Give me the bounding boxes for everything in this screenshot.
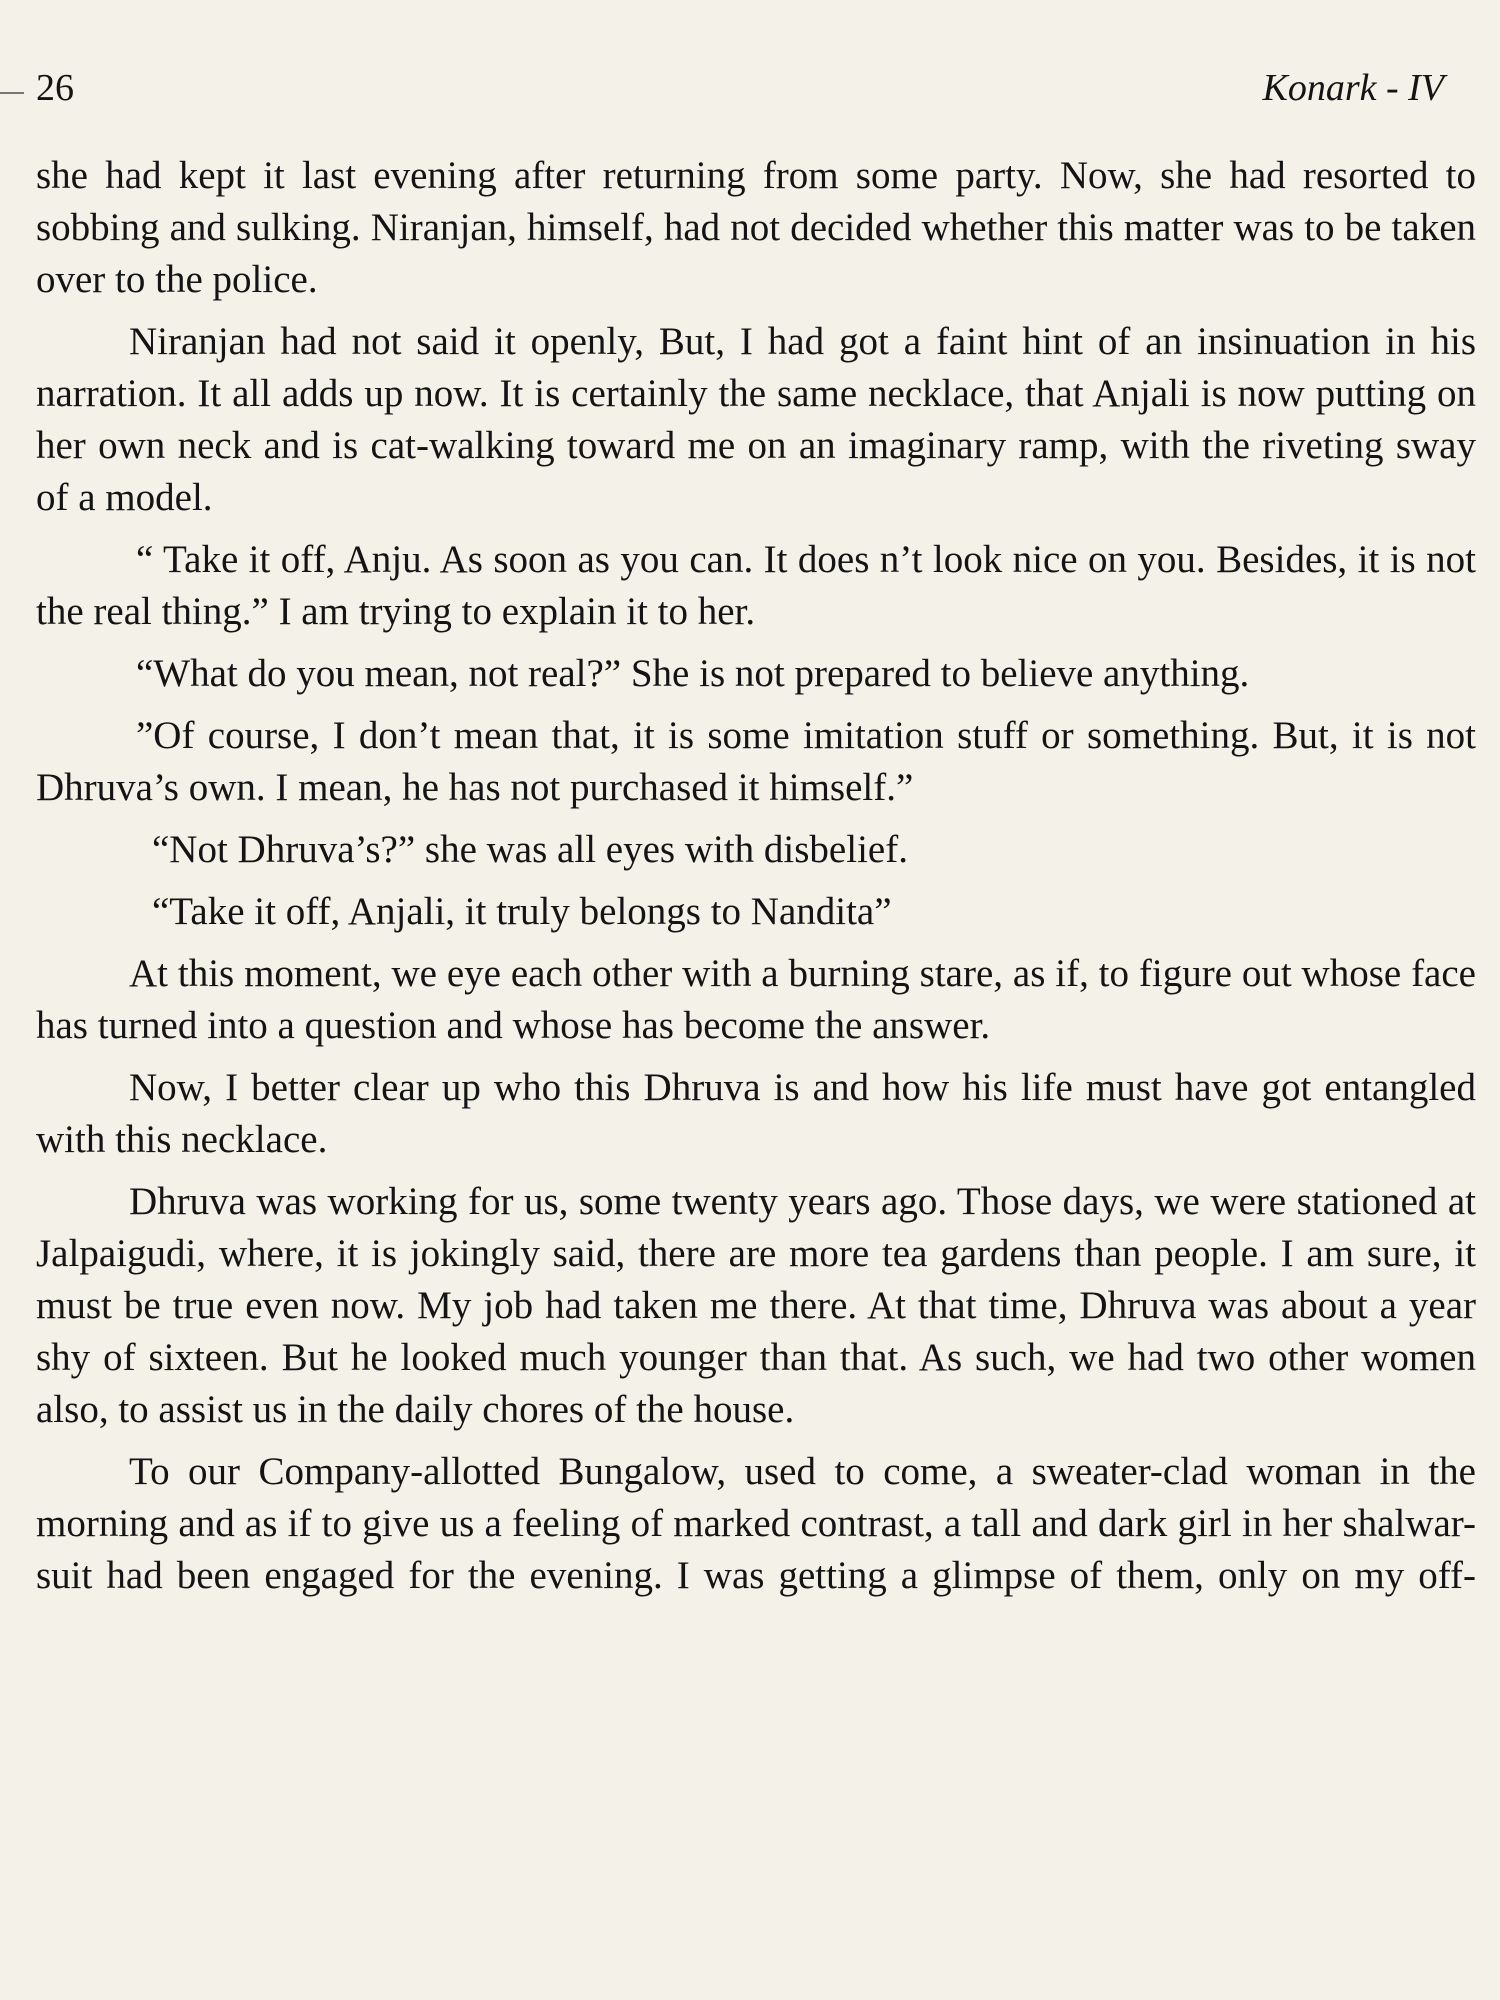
page-edge-mark bbox=[0, 92, 24, 94]
paragraph: To our Company-allotted Bungalow, used to come, a sweater-clad woman in the morning and as if to give us a feeling of marked contrast, a tall and dark girl in her shalwar-suit had been engaged for the evening. I was getting a glimpse of them, only on my off- bbox=[36, 1450, 1476, 1597]
paragraph: “Take it off, Anjali, it truly belongs to Nandita” bbox=[152, 890, 892, 933]
paragraph: Now, I better clear up who this Dhruva is and how his life must have got entangled with this necklace. bbox=[36, 1066, 1476, 1161]
paragraph: “Not Dhruva’s?” she was all eyes with disbelief. bbox=[152, 828, 908, 871]
page-number: 26 bbox=[36, 67, 74, 109]
paragraph: Niranjan had not said it openly, But, I had got a faint hint of an insinuation in his narration. It all adds up now. It is certainly the same necklace, that Anjali is now putting on her own neck and is cat-walking toward me on an imaginary ramp, with the riveting sway of a model. bbox=[36, 320, 1476, 519]
body-text bbox=[36, 150, 1476, 1602]
paragraph: “ Take it off, Anju. As soon as you can. It does n’t look nice on you. Besides, it is not the real thing.” I am trying to explain it to her. bbox=[36, 538, 1476, 633]
paragraph: Dhruva was working for us, some twenty years ago. Those days, we were stationed at Jalpaigudi, where, it is jokingly said, there are more tea gardens than people. I am sure, it must be true even now. My job had taken me there. At that time, Dhruva was about a year shy of sixteen. But he looked much younger than that. As such, we had two other women also, to assist us in the daily chores of the house. bbox=[36, 1180, 1476, 1431]
page-header bbox=[36, 58, 1464, 118]
paragraph: she had kept it last evening after returning from some party. Now, she had resorted to sobbing and sulking. Niranjan, himself, had not decided whether this matter was to be taken over to the police. bbox=[36, 154, 1476, 301]
paragraph: ”Of course, I don’t mean that, it is some imitation stuff or something. But, it is not Dhruva’s own. I mean, he has not purchased it himself.” bbox=[36, 714, 1476, 809]
paragraph: At this moment, we eye each other with a burning stare, as if, to figure out whose face has turned into a question and whose has become the answer. bbox=[36, 952, 1476, 1047]
paragraph: “What do you mean, not real?” She is not prepared to believe anything. bbox=[136, 652, 1250, 695]
running-title: Konark - IV bbox=[1262, 67, 1444, 109]
